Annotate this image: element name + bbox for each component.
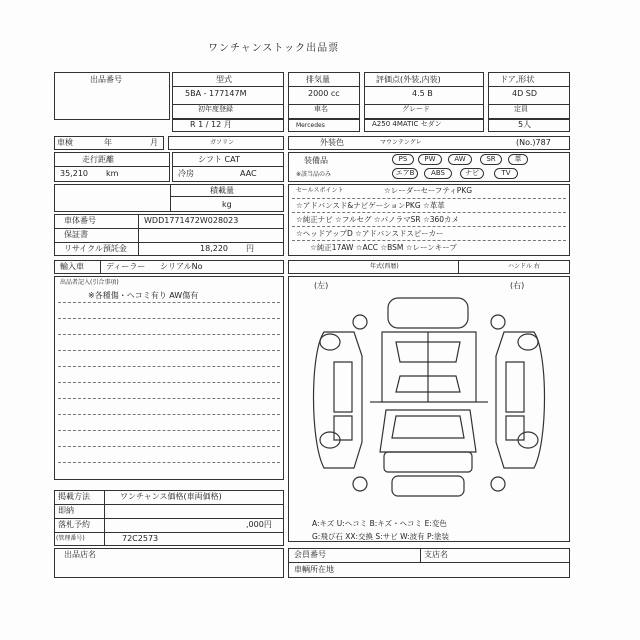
recycle-label: リサイクル預託金 — [64, 244, 127, 253]
equipment-abs: ABS — [424, 168, 452, 179]
import-label: 輸入車 — [60, 262, 84, 271]
legend-line-2: G:飛び石 XX:交換 S:サビ W:波有 P:塗装 — [312, 532, 450, 541]
selling-point-1: ☆レーダーセーフティPKG — [384, 186, 473, 195]
method-label: 掲載方法 — [58, 492, 90, 501]
selling-point-3: ☆純正ナビ ☆フルセグ ☆パノラマSR ☆360カメ — [296, 215, 460, 224]
recycle-value: 18,220 — [200, 244, 228, 253]
equipment-pw: PW — [418, 154, 442, 165]
loading-unit: kg — [222, 200, 232, 209]
sheet-title: ワンチャンストック出品票 — [208, 43, 340, 54]
first-reg-value: R 1 / 12 月 — [190, 120, 232, 129]
notes-label: 出品者記入(引合事項) — [60, 279, 119, 286]
equipment-label: 装備品 — [304, 156, 328, 165]
recycle-unit: 円 — [246, 244, 254, 253]
control-label: (管理番号) — [56, 535, 85, 542]
equipment-sr: SR — [480, 154, 502, 165]
mileage-value: 35,210 — [60, 169, 88, 178]
location-label: 車輌所在地 — [294, 565, 334, 574]
door-value: 4D SD — [512, 89, 538, 98]
car-name-value: Mercedes — [296, 122, 325, 129]
inspection-year-label: 年 — [104, 138, 112, 147]
grade-label: グレード — [402, 105, 430, 113]
member-label: 会員番号 — [294, 550, 326, 559]
equipment-leather: 革 — [508, 154, 528, 165]
door-label: ドア,形状 — [500, 75, 535, 84]
displacement-label: 排気量 — [306, 75, 330, 84]
selling-point-2: ☆アドバンスド&ナビゲーションPKG ☆革革 — [296, 201, 445, 210]
shop-label: 出品店名 — [64, 550, 96, 559]
selling-point-5: ☆純正17AW ☆ACC ☆BSM ☆レーンキープ — [310, 243, 457, 252]
selling-point-4: ☆ヘッドアップD ☆アドバンスドスピーカー — [296, 229, 444, 238]
exterior-color-value: マウンテングレ — [380, 139, 422, 146]
notes-box — [54, 276, 284, 480]
notes-line-1: ※各種傷・ヘコミ有り AW傷有 — [88, 291, 199, 300]
grade-value: A250 4MATIC セダン — [372, 120, 442, 128]
first-reg-label: 初年度登録 — [198, 105, 233, 113]
control-value: 72C2573 — [122, 534, 159, 543]
vin-label: 車体番号 — [64, 216, 96, 225]
loading-label: 積載量 — [210, 186, 234, 195]
car-diagram — [300, 292, 558, 512]
exterior-color-label: 外装色 — [320, 138, 344, 147]
color-number: (No.)787 — [516, 138, 551, 147]
handle-label: ハンドル 右 — [508, 263, 540, 270]
equipment-tv: TV — [494, 168, 518, 179]
diagram-left-label: (左) — [314, 281, 329, 290]
mileage-label: 走行距離 — [82, 155, 114, 164]
model-value: 5BA - 177147M — [185, 89, 247, 98]
year-model-label: 年式(西暦) — [370, 263, 399, 270]
diagram-right-label: (右) — [510, 281, 525, 290]
import-serial: シリアルNo — [160, 262, 203, 271]
shift-label: シフト CAT — [198, 155, 240, 164]
equipment-sub-label: ※該当品のみ — [296, 171, 332, 178]
price-value: ,000円 — [246, 520, 272, 529]
legend-line-1: A:キズ U:ヘコミ B:キズ・ヘコミ E:変色 — [312, 519, 447, 528]
ac-value: AAC — [240, 169, 257, 178]
lot-number-label: 出品番号 — [90, 75, 122, 84]
grade-points-value: 4.5 B — [412, 89, 433, 98]
instant-label: 即納 — [58, 506, 74, 515]
grade-points-label: 評価点(外装,内装) — [376, 75, 441, 84]
car-name-label: 車名 — [314, 105, 328, 113]
method-value: ワンチャンス価格(車両価格) — [120, 492, 222, 501]
displacement-value: 2000 cc — [308, 89, 340, 98]
contract-label: 落札予約 — [58, 520, 90, 529]
inspection-month-label: 月 — [150, 138, 158, 147]
branch-label: 支店名 — [424, 550, 448, 559]
vin-value: WDD1771472W028023 — [144, 216, 239, 225]
equipment-aw: AW — [448, 154, 472, 165]
selling-points-label: セールスポイント — [296, 187, 344, 194]
model-label: 型式 — [216, 75, 232, 84]
mileage-unit: km — [106, 169, 119, 178]
equipment-airbag: エアB — [392, 168, 418, 179]
ac-label: 冷房 — [178, 169, 194, 178]
inspection-label: 車検 — [57, 138, 73, 147]
import-dealer: ディーラー — [106, 262, 146, 271]
equipment-ps: PS — [392, 154, 414, 165]
capacity-label: 定員 — [514, 105, 528, 113]
capacity-value: 5人 — [518, 120, 532, 129]
equipment-navi: ナビ — [460, 168, 484, 179]
warranty-label: 保証書 — [64, 230, 88, 239]
fuel-value: ガソリン — [210, 139, 235, 146]
